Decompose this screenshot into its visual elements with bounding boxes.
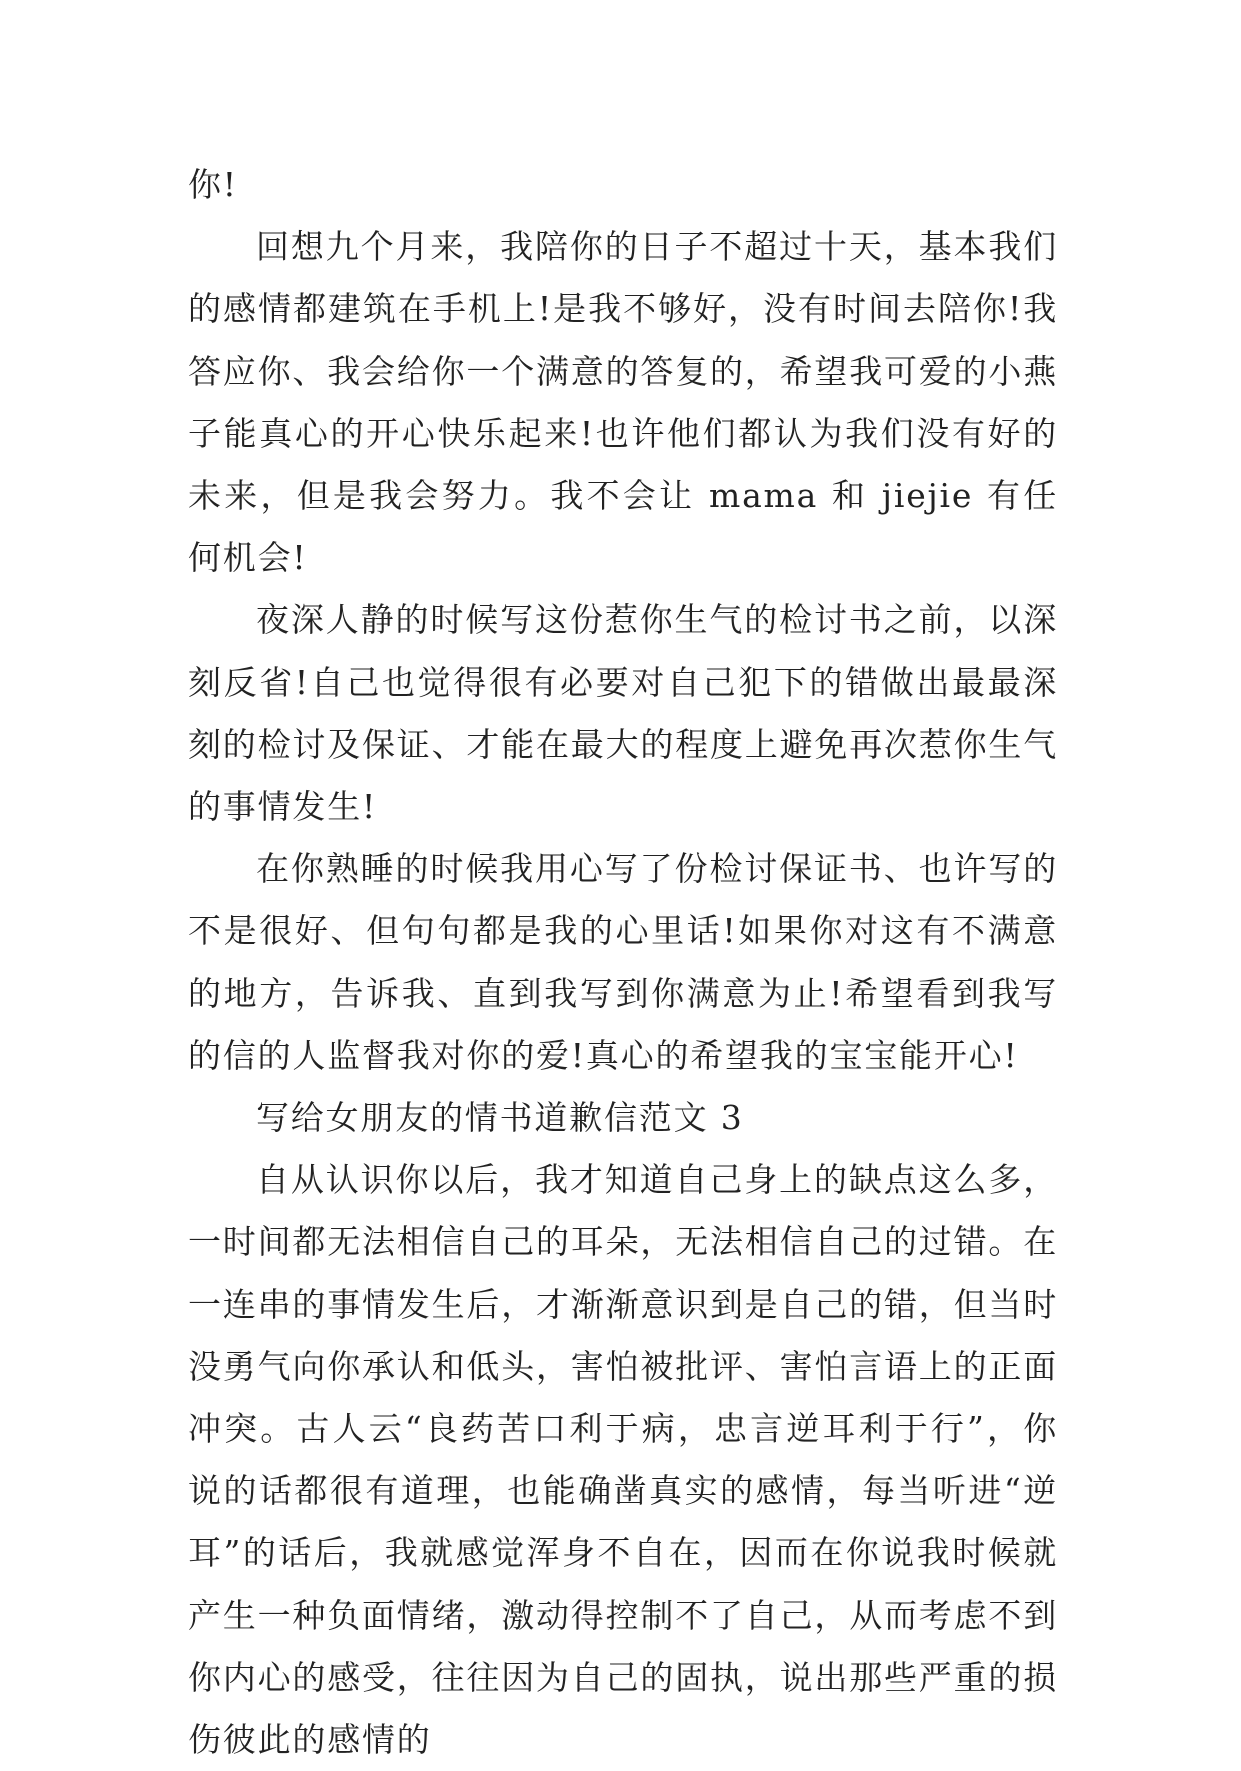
- paragraph-promise: 在你熟睡的时候我用心写了份检讨保证书、也许写的不是很好、但句句都是我的心里话!如果你对这有不满意的地方，告诉我、直到我写到你满意为止!希望看到我写的信的人监督我对你的爱!真心的希望我的宝宝能开心!: [188, 849, 1058, 1075]
- paragraph-reflection: 夜深人静的时候写这份惹你生气的检讨书之前，以深刻反省!自己也觉得很有必要对自己犯下的错做出最最深刻的检讨及保证、才能在最大的程度上避免再次惹你生气的事情发生!: [188, 600, 1058, 827]
- paragraph-memories: 回想九个月来，我陪你的日子不超过十天，基本我们的感情都建筑在手机上!是我不够好，没有时间去陪你!我答应你、我会给你一个满意的答复的，希望我可爱的小燕子能真心的开心快乐起来!也许他们都认为我们没有好的未来，但是我会努力。我不会让 mama 和 jiejie 有任何机会!: [188, 227, 1058, 578]
- section-heading: 写给女朋友的情书道歉信范文 3: [256, 1098, 744, 1138]
- document-body: [188, 154, 1058, 1771]
- paragraph-apology: 自从认识你以后，我才知道自己身上的缺点这么多，一时间都无法相信自己的耳朵，无法相信自己的过错。在一连串的事情发生后，才渐渐意识到是自己的错，但当时没勇气向你承认和低头，害怕被批评、害怕言语上的正面冲突。古人云“良药苦口利于病，忠言逆耳利于行”，你说的话都很有道理，也能确凿真实的感情，每当听进“逆耳”的话后，我就感觉浑身不自在，因而在你说我时候就产生一种负面情绪，激动得控制不了自己，从而考虑不到你内心的感受，往往因为自己的固执，说出那些严重的损伤彼此的感情的: [188, 1160, 1058, 1760]
- paragraph-continuation: 你!: [188, 165, 238, 204]
